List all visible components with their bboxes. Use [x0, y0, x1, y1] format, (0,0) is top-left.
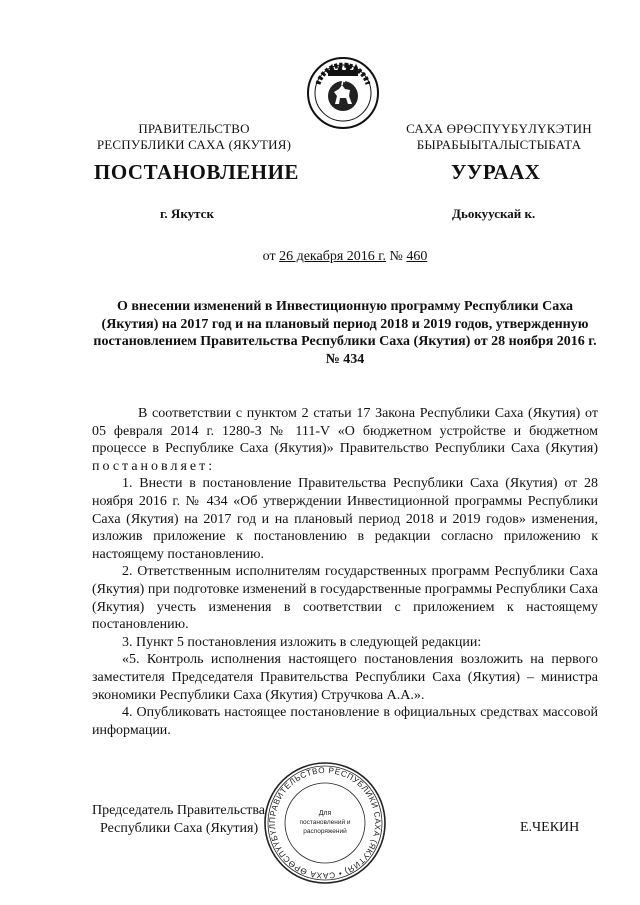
government-name-ru	[94, 121, 294, 153]
body-item-3-quote: «5. Контроль исполнения настоящего постановления возложить на первого заместителя Председателя Правительства Республики Саха (Якутия) – министра экономики Республики Саха (Якутия) Стручкова А.А.».	[92, 652, 598, 703]
date-prefix: от	[262, 249, 280, 264]
date-value: 26 декабря 2016 г.	[279, 249, 386, 264]
government-name-ru-line2: РЕСПУБЛИКИ САХА (ЯКУТИЯ)	[96, 137, 292, 152]
coat-of-arms-emblem	[306, 56, 380, 130]
signatory-name: Е.ЧЕКИН	[520, 820, 580, 835]
body-item-4: 4. Опубликовать настоящее постановление в официальных средствах массовой информации.	[92, 705, 598, 738]
body-item-1: 1. Внести в постановление Правительства Республики Саха (Якутия) от 28 ноября 2016 г. № 434 «Об утверждении Инвестиционной программы Республики Саха (Якутия) на 2017 год и на плановый период 2018 и 2019 годов» изменения, изложив приложение к постановлению в редакции согласно приложению к настоящему постановлению.	[92, 476, 598, 562]
official-stamp	[262, 760, 388, 886]
body-resolves: постановляет:	[92, 458, 216, 474]
stamp-inner-line2: постановлений и	[299, 819, 351, 826]
number-sign: №	[385, 249, 407, 264]
body-item-3: 3. Пункт 5 постановления изложить в следующей редакции:	[122, 634, 482, 650]
document-number: 460	[406, 249, 428, 264]
government-name-ru-line1: ПРАВИТЕЛЬСТВО	[138, 121, 250, 136]
body-intro-text: В соответствии с пунктом 2 статьи 17 Закона Республики Саха (Якутия) от 05 февраля 2014 г. 1280-З № 111-V «О бюджетном устройстве и бюджетном процессе в Республике Саха (Якутия)» Правительство Республики Саха (Якутия)	[92, 406, 598, 457]
government-name-sah-line1: САХА ӨРӨСПҮҮБҮЛҮКЭТИН	[406, 121, 592, 136]
signatory-position-line1: Председатель Правительства	[92, 803, 265, 818]
government-name-sah	[384, 121, 614, 153]
signatory-position-line2: Республики Саха (Якутия)	[100, 821, 259, 836]
document-body	[92, 405, 598, 739]
document-date-number	[25, 249, 640, 265]
government-name-sah-line2: БЫРАБЫЫТАЛЫСТЫБАТА	[416, 137, 582, 152]
body-item-2: 2. Ответственным исполнителям государственных программ Республики Саха (Якутия) при подготовке изменений в государственные программы Республики Саха (Якутия) учесть изменения в соответствии с приложением к настоящему постановлению.	[92, 564, 598, 633]
stamp-inner-line3: распоряжений	[303, 828, 347, 835]
stamp-outer-text: ПРАВИТЕЛЬСТВО РЕСПУБЛИКИ САХА (ЯКУТИЯ) • САХА ӨРӨСПҮҮБҮЛ	[267, 765, 383, 881]
body-intro	[92, 405, 598, 475]
signatory-position	[92, 802, 265, 838]
stamp-inner-line1: Для	[318, 810, 332, 817]
doc-type-sah: УУРААХ	[451, 160, 541, 184]
doc-type-ru: ПОСТАНОВЛЕНИЕ	[94, 160, 299, 184]
city-ru: г. Якутск	[160, 206, 214, 221]
city-sah: Дьокуускай к.	[452, 206, 536, 221]
document-title: О внесении изменений в Инвестиционную программу Республики Саха (Якутия) на 2017 год и на плановый период 2018 и 2019 годов, утвержденную постановлением Правительства Республики Саха (Якутия) от 28 ноября 2016 г. № 434	[93, 299, 597, 367]
